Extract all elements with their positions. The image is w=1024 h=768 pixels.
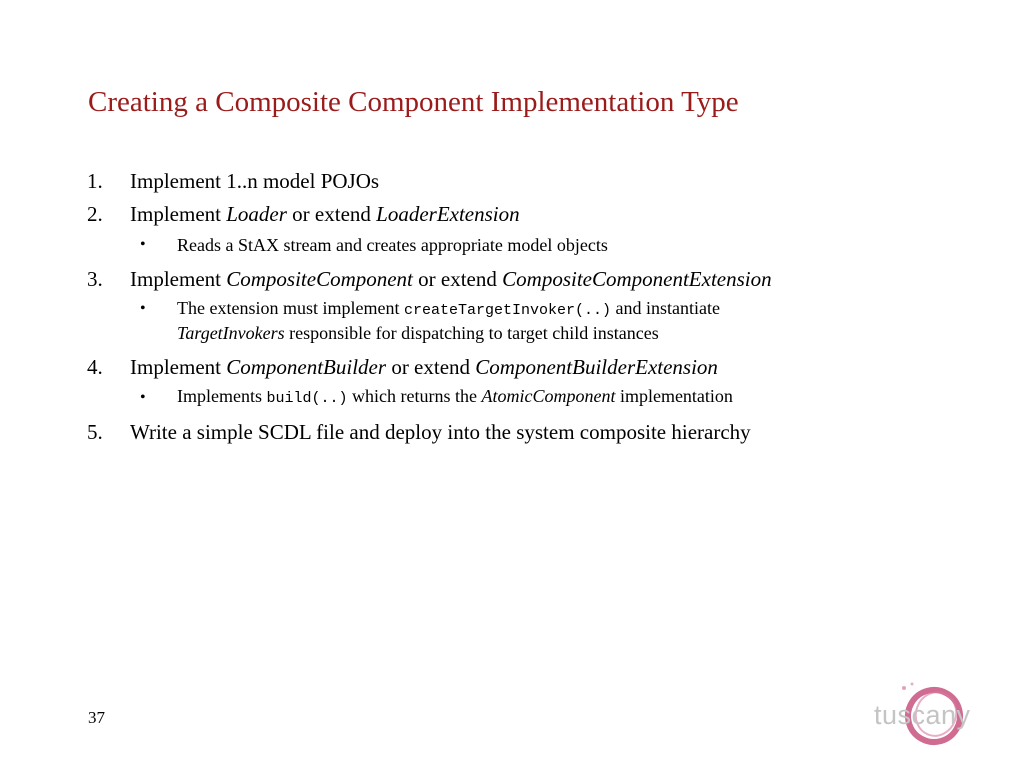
item-2-em2: LoaderExtension — [376, 202, 520, 226]
item-3-text — [130, 267, 772, 292]
item-2-mid: or extend — [286, 202, 377, 226]
item-5-text: Write a simple SCDL file and deploy into the system composite hierarchy — [130, 420, 751, 444]
slide-title: Creating a Composite Component Implementation Type — [88, 86, 739, 118]
item-3-sub-post: and instantiate — [611, 298, 720, 318]
item-4-em2: ComponentBuilderExtension — [475, 355, 718, 379]
item-2-number: 2. — [87, 202, 103, 226]
item-3-pre: Implement — [130, 267, 227, 291]
page-number: 37 — [88, 708, 105, 727]
item-5-number: 5. — [87, 420, 103, 444]
item-3-subtext-line2 — [177, 323, 659, 344]
item-4-text — [130, 355, 718, 380]
item-4-pre: Implement — [130, 355, 227, 379]
item-4-em1: ComponentBuilder — [226, 355, 387, 379]
item-2-text — [130, 202, 520, 227]
item-4-sub-post: implementation — [615, 386, 733, 406]
item-4-sub-em: AtomicComponent — [481, 386, 616, 406]
item-3-sub-pre: The extension must implement — [177, 298, 404, 318]
item-3-sub-line2-post: responsible for dispatching to target child instances — [284, 323, 659, 343]
item-4-bullet: • — [140, 389, 146, 406]
item-1-number: 1. — [87, 169, 103, 193]
item-4-sub-mid: which returns the — [347, 386, 482, 406]
item-4-sub-pre: Implements — [177, 386, 267, 406]
item-2-subtext: Reads a StAX stream and creates appropriate model objects — [177, 235, 608, 255]
item-4-sub-code: build(..) — [266, 390, 348, 407]
item-3-mid: or extend — [412, 267, 503, 291]
logo-text: tuscany — [874, 700, 971, 730]
item-2-pre: Implement — [130, 202, 227, 226]
item-4-subtext — [177, 386, 733, 407]
item-4-mid: or extend — [386, 355, 476, 379]
item-2-em1: Loader — [226, 202, 287, 226]
item-1-text: Implement 1..n model POJOs — [130, 169, 380, 193]
item-4-number: 4. — [87, 355, 103, 379]
item-3-sub-line2-em: TargetInvokers — [177, 323, 285, 343]
item-3-number: 3. — [87, 267, 103, 291]
item-3-bullet: • — [140, 300, 146, 317]
item-3-em2: CompositeComponentExtension — [502, 267, 772, 291]
item-3-em1: CompositeComponent — [226, 267, 413, 291]
item-3-sub-code: createTargetInvoker(..) — [403, 302, 612, 319]
item-3-subtext-line1 — [177, 298, 720, 319]
item-2-bullet: • — [140, 236, 146, 253]
